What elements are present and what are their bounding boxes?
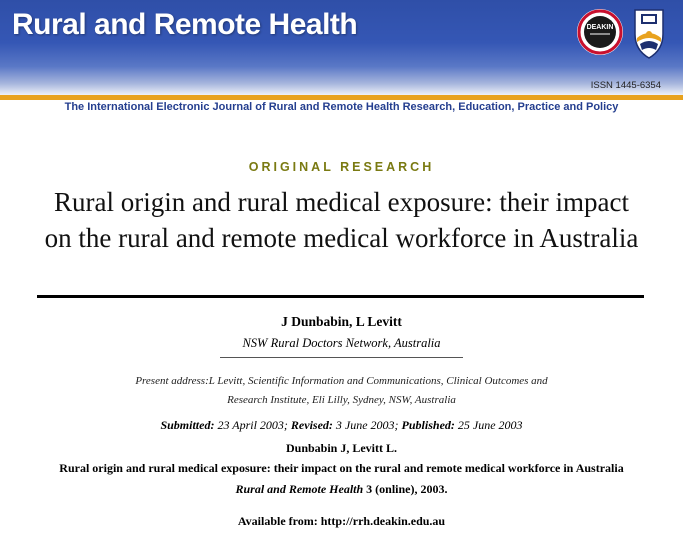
- affiliation-divider: [220, 357, 463, 358]
- section-label: ORIGINAL RESEARCH: [248, 160, 435, 174]
- journal-banner: [0, 0, 683, 95]
- journal-subtitle: The International Electronic Journal of Rural and Remote Health Research, Education, Practice and Policy: [64, 101, 619, 113]
- submitted-date: 23 April 2003;: [217, 418, 288, 432]
- citation-details: 3 (online), 2003.: [366, 482, 448, 496]
- revised-date: 3 June 2003;: [335, 418, 399, 432]
- present-address: [110, 372, 573, 410]
- issn-label: ISSN 1445-6354: [590, 80, 661, 91]
- journal-title: Rural and Remote Health: [12, 8, 358, 41]
- present-address-line: Research Institute, Eli Lilly, Sydney, NSW, Australia: [227, 394, 456, 406]
- published-date: 25 June 2003: [457, 418, 523, 432]
- title-divider: [37, 295, 644, 298]
- author-affiliation: NSW Rural Doctors Network, Australia: [242, 336, 441, 350]
- citation-journal: [0, 482, 683, 497]
- citation-authors: Dunbabin J, Levitt L.: [285, 441, 398, 455]
- present-address-line: Present address:L Levitt, Scientific Information and Communications, Clinical Outcomes and: [135, 375, 548, 387]
- revised-label: Revised:: [290, 418, 333, 432]
- article-dates: [0, 418, 683, 433]
- deakin-logo-text: DEAKIN: [586, 24, 614, 31]
- citation-title: Rural origin and rural medical exposure: their impact on the rural and remote medical workforce in Australia: [59, 461, 624, 475]
- university-crest-icon[interactable]: [632, 4, 666, 60]
- published-label: Published:: [401, 418, 455, 432]
- citation-journal-name: Rural and Remote Health: [235, 482, 364, 496]
- deakin-university-logo-icon[interactable]: [576, 8, 624, 56]
- submitted-label: Submitted:: [160, 418, 215, 432]
- article-authors: J Dunbabin, L Levitt: [281, 314, 402, 329]
- article-title: Rural origin and rural medical exposure: their impact on the rural and remote medical workforce in Australia: [44, 187, 639, 253]
- accent-divider: [0, 95, 683, 100]
- availability-link[interactable]: Available from: http://rrh.deakin.edu.au: [237, 514, 446, 528]
